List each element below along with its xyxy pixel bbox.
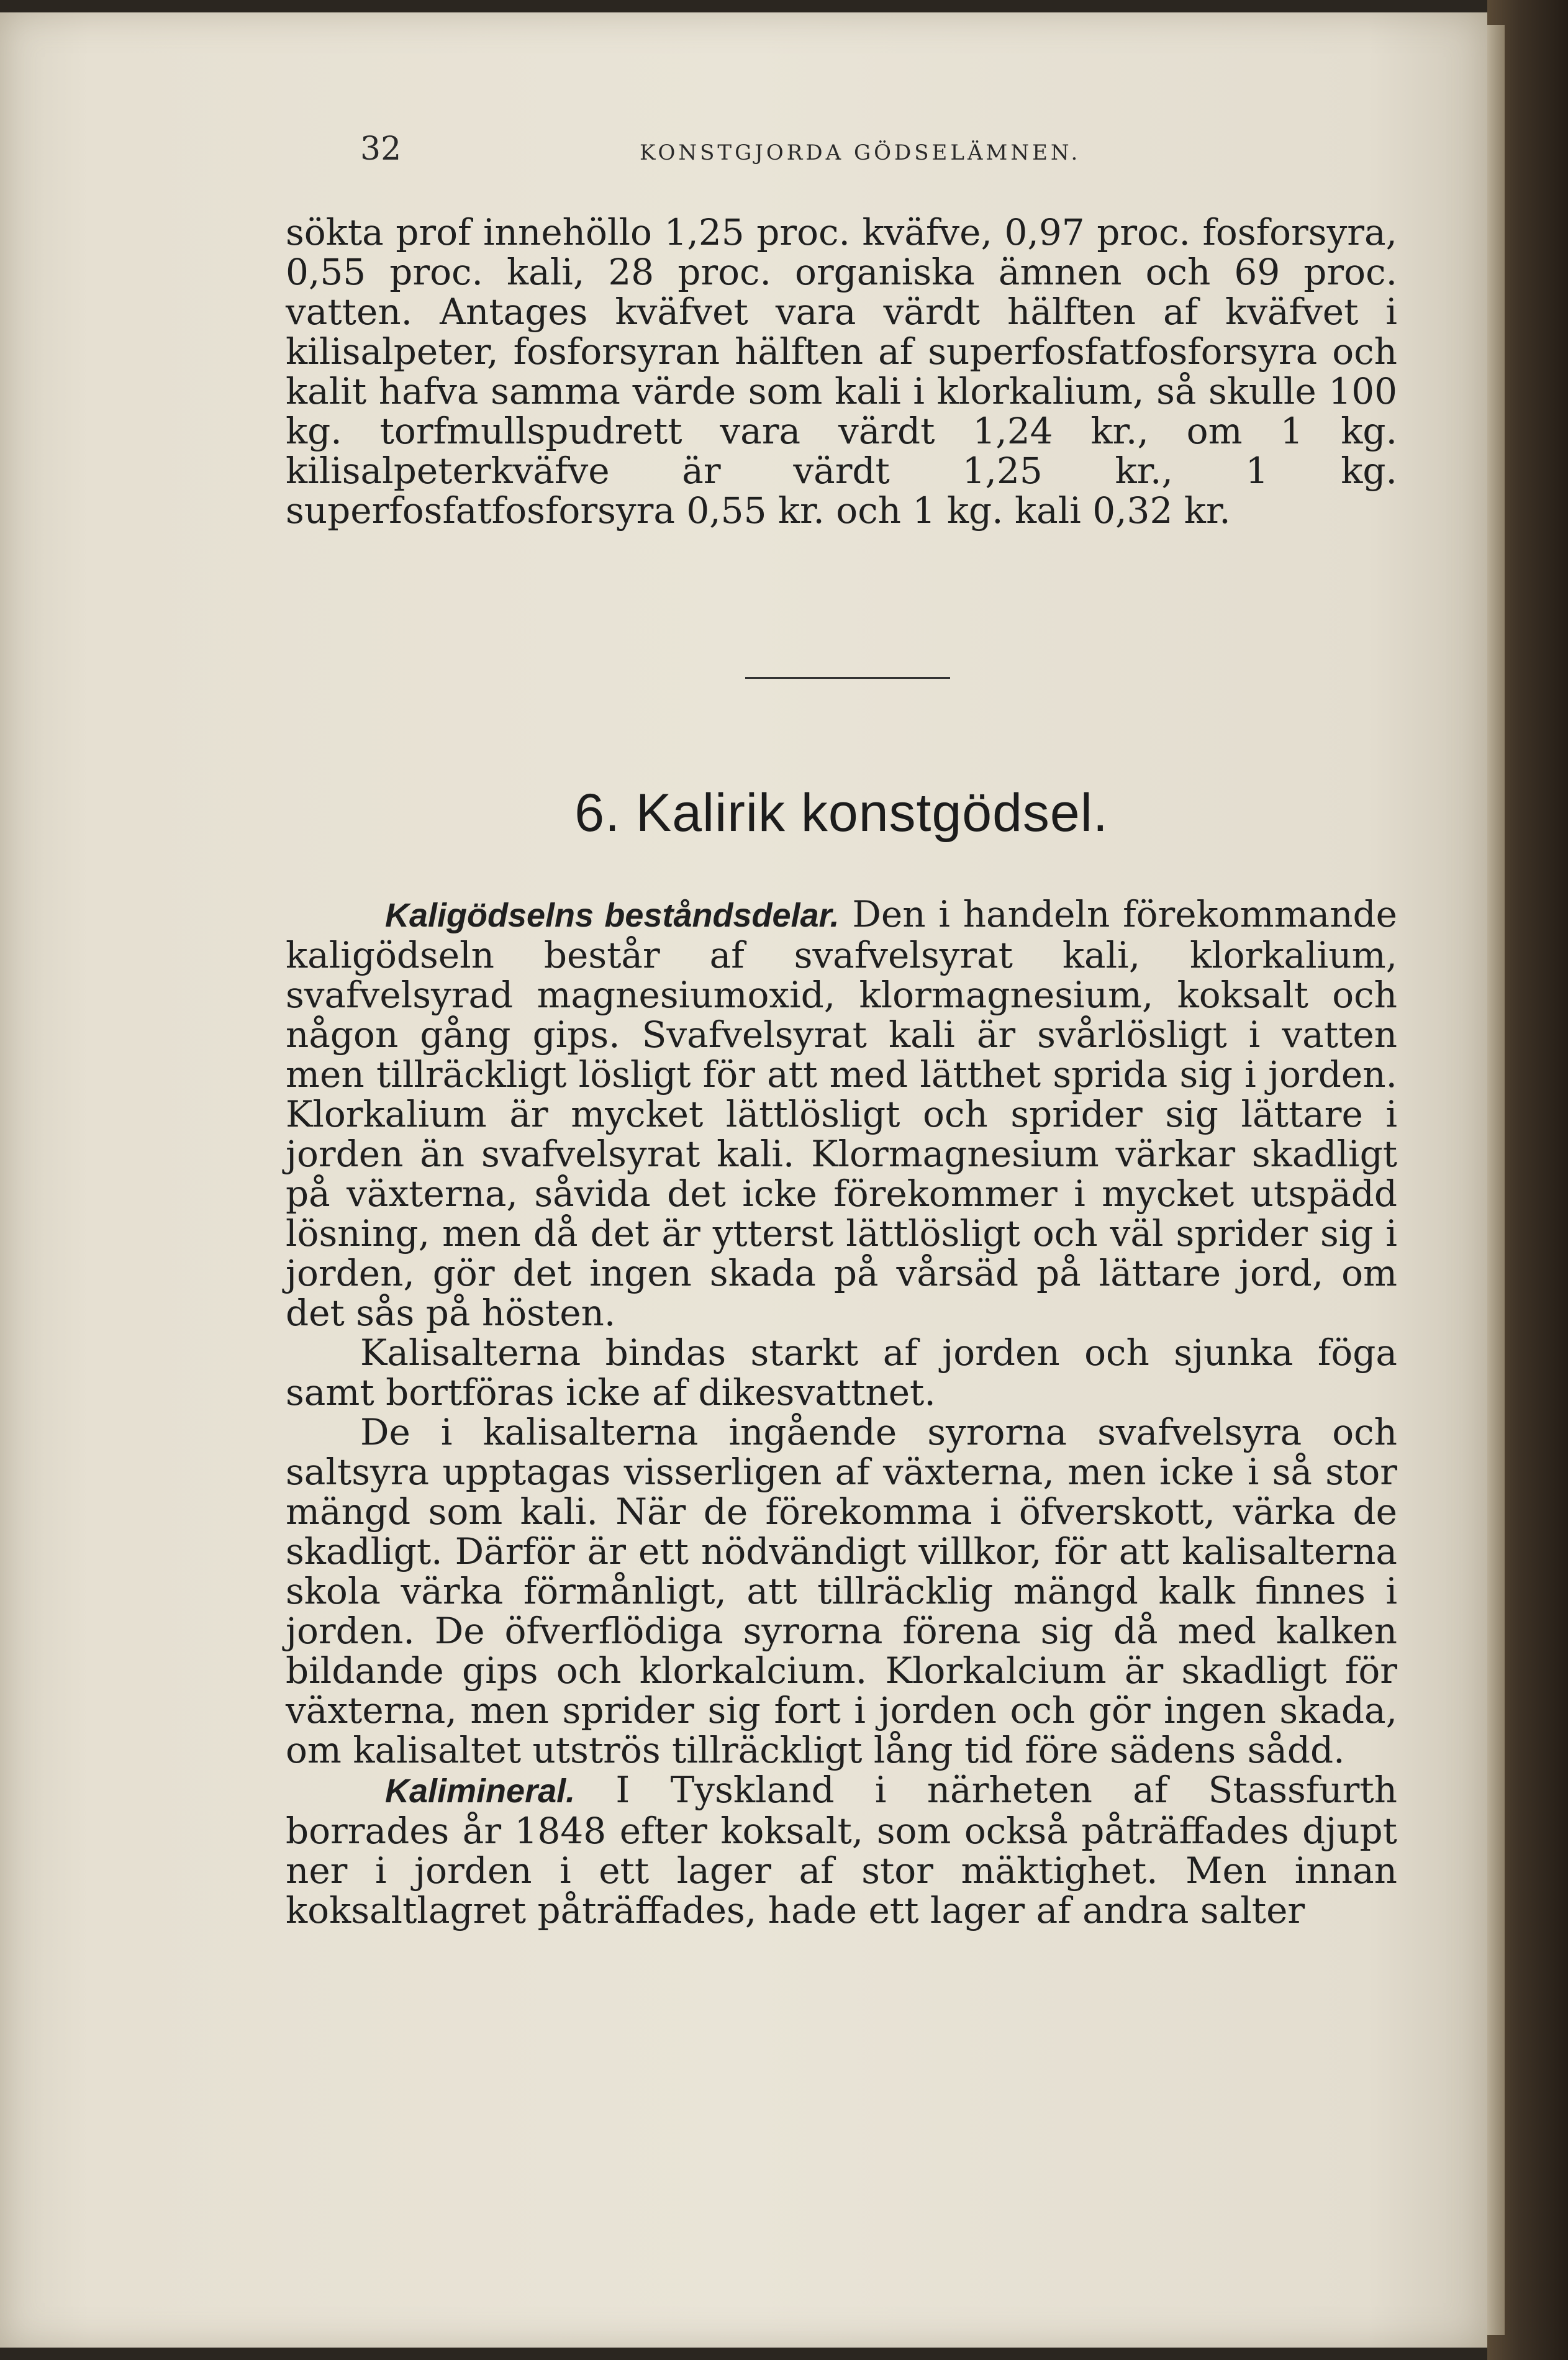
paragraph-4-text: I Tyskland i närheten af Stassfurth borrades år 1848 efter koksalt, som också påträffades djupt ner i jorden i ett lager af stor mäktighet. Men innan koksaltlagret påträffades, hade ett lager af andra salter (286, 1769, 1397, 1931)
section-title: 6. Kalirik konstgödsel. (574, 783, 1108, 843)
paragraph-2: Kalisalterna bindas starkt af jorden och sjunka föga samt bortföras icke af dikesvattnet. (286, 1332, 1397, 1414)
page-edge (1487, 25, 1505, 2335)
paragraph-1-text: Den i handeln förekommande kaligödseln består af svafvelsyrat kali, klorkalium, svafvelsyrad magnesiumoxid, klormagnesium, koksalt och någon gång gips. Svafvelsyrat kali är svårlösligt i vatten men tillräckligt lösligt för att med lätthet sprida sig i jorden. Klorkalium är mycket lättlösligt och sprider sig lättare i jorden än svafvelsyrat kali. Klormagnesium värkar skadligt på växterna, såvida det icke förekommer i mycket utspädd lösning, men då det är ytterst lättlösligt och väl sprider sig i jorden, gör det ingen skada på vårsäd på lättare jord, om det sås på hösten. (286, 893, 1397, 1334)
section-body (286, 894, 1397, 1930)
intro-paragraph: sökta prof innehöllo 1,25 proc. kväfve, 0,97 proc. fosforsyra, 0,55 proc. kali, 28 proc. organiska ämnen och 69 proc. vatten. Antages kväfvet vara värdt hälften af kväfvet i kilisalpeter, fosforsyran hälften af superfosfatfosforsyra och kalit hafva samma värde som kali i klorkalium, så skulle 100 kg. torfmullspudrett vara värdt 1,24 kr., om 1 kg. kilisalpeterkväfve är värdt 1,25 kr., 1 kg. superfosfatfosforsyra 0,55 kr. och 1 kg. kali 0,32 kr. (286, 211, 1397, 532)
book-page (0, 12, 1487, 2348)
subheading-kalimineral: Kalimineral. (385, 1772, 576, 1810)
section-divider-rule (745, 677, 950, 679)
running-head: KONSTGJORDA GÖDSELÄMNEN. (640, 140, 1081, 165)
paragraph-kalimineral (286, 1770, 1397, 1930)
paragraph-3: De i kalisalterna ingående syrorna svafvelsyra och saltsyra upptagas visserligen af växterna, men icke i så stor mängd som kali. När de förekomma i öfverskott, värka de skadligt. Därför är ett nödvändigt villkor, för att kalisalterna skola värka förmånligt, att tillräcklig mängd kalk finnes i jorden. De öfverflödiga syrorna förena sig då med kalken bildande gips och klorkalcium. Klorkalcium är skadligt för växterna, men sprider sig fort i jorden och gör ingen skada, om kalisaltet utströs tillräckligt lång tid före sädens sådd. (286, 1411, 1397, 1771)
subheading-kaligodselns-bestandsdelar: Kaligödselns beståndsdelar. (385, 897, 840, 934)
page-header (360, 130, 1416, 174)
page-number: 32 (360, 130, 402, 168)
paragraph-kaligodsel (286, 894, 1397, 1333)
